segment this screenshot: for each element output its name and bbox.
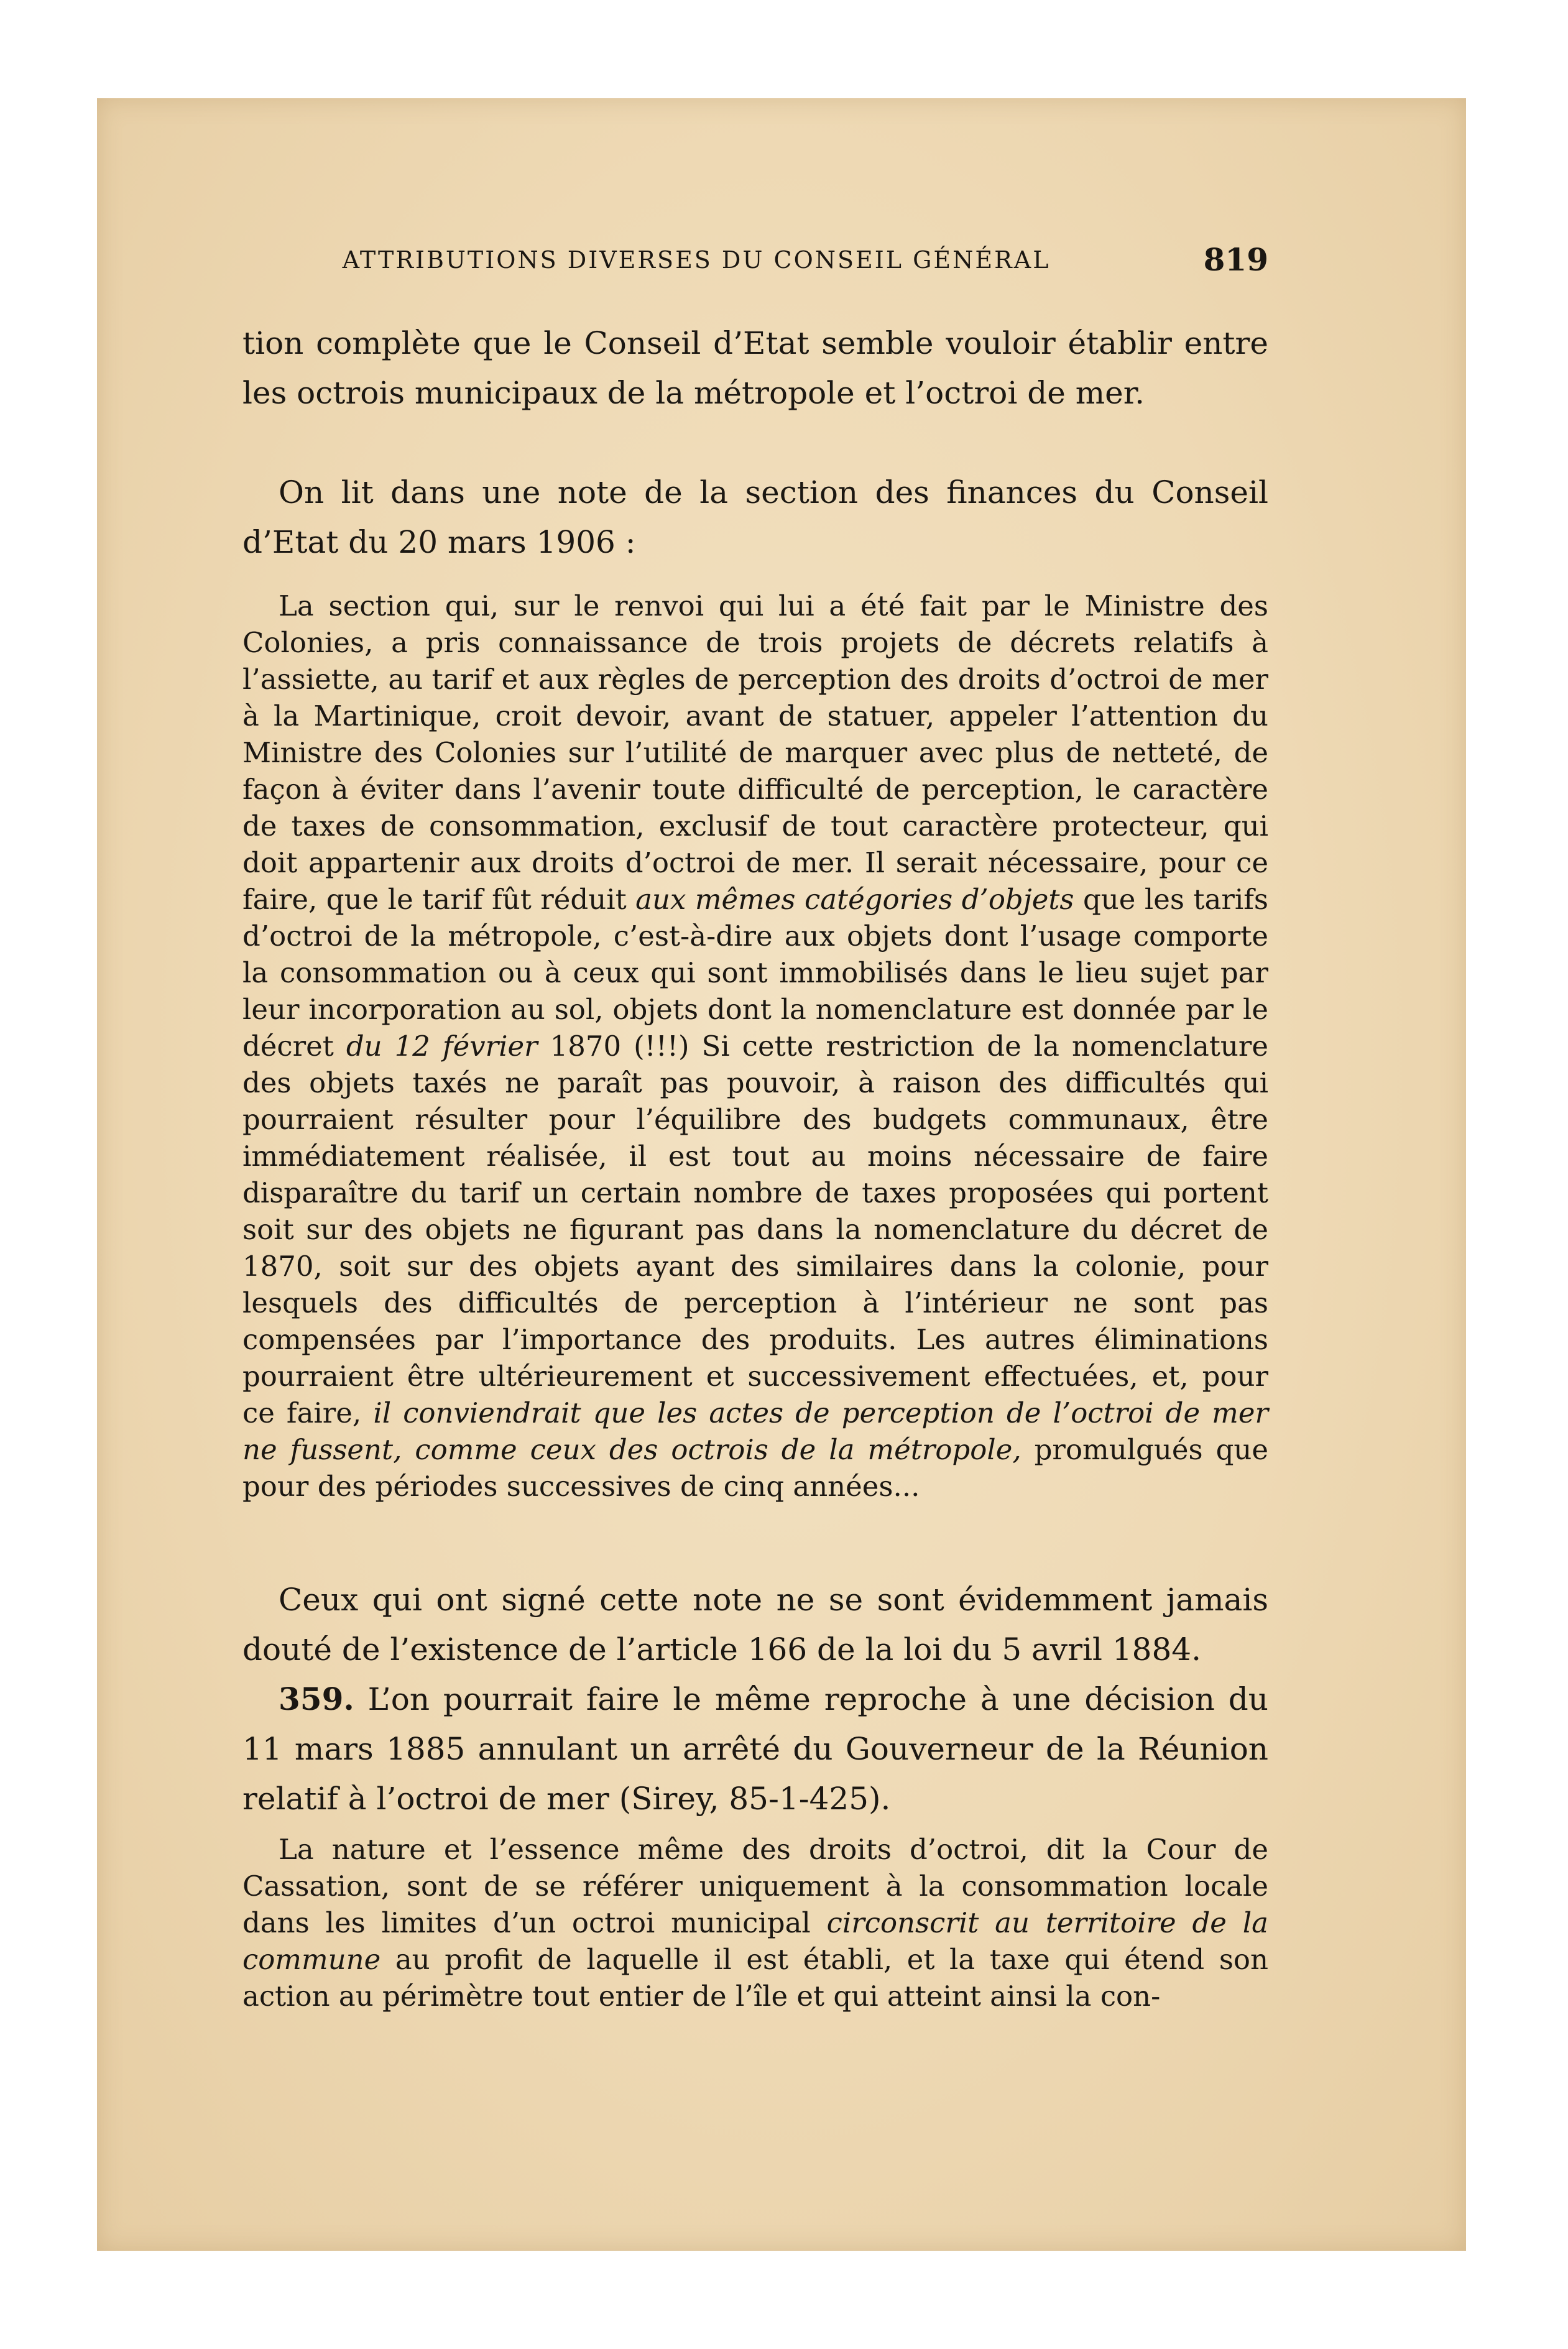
paragraph-text: Ceux qui ont signé cette note ne se sont évidemment jamais douté de l’existence de l’article 166 de la loi du 5 avril 1884. (242, 1582, 1268, 1668)
quote-text-part: La nature et l’essence même des droits d’octroi, dit la Cour de Cassation, sont de se référer uniquement à la consommation locale dans les limites d’un octroi municipal (242, 1833, 1268, 1939)
quotation-section-finances (242, 588, 1268, 1505)
running-head (242, 241, 1268, 279)
paragraph-359 (242, 1674, 1268, 1824)
paragraph-text (242, 1674, 1268, 1824)
paragraph-continuation (242, 318, 1268, 418)
paragraph-text: tion complète que le Conseil d’Etat semble vouloir établir entre les octrois municipaux de la métropole et l’octroi de mer. (242, 325, 1268, 411)
quote-text-part: promulgués que pour des périodes successives de cinq années... (242, 1433, 1268, 1503)
quote-italic-text: du 12 février (346, 1030, 538, 1063)
quote-text-part: que les tarifs d’octroi de la métropole, c’est-à-dire aux objets dont l’usage comporte la consommation ou à ceux qui sont immobilisés dans le lieu sujet par leur incorporation au sol, objets dont la nomenclature est donnée par le décret (242, 883, 1269, 1063)
quote-text-part: au profit de laquelle il est établi, et la taxe qui étend son action au périmètre tout entier de l’île et qui atteint ainsi la con- (242, 1943, 1268, 2013)
quote-text-part: 1870 (!!!) Si cette restriction de la nomenclature des objets taxés ne paraît pas pouvoir, à raison des difficultés qui pourraient résulter pour l’équilibre des budgets communaux, être immédiatement réalisée, il est tout au moins nécessaire de faire disparaître du tarif un certain nombre de taxes proposées qui portent soit sur des objets ne figurant pas dans la nomenclature du décret de 1870, soit sur des objets ayant des similaires dans la colonie, pour lesquels des difficultés de perception à l’intérieur ne sont pas compensées par l’importance des produits. Les autres éliminations pourraient être ultérieurement et successivement effectuées, et, pour ce faire, (242, 1030, 1268, 1429)
quotation-cour-de-cassation (242, 1831, 1268, 2014)
quote-text-part: La section qui, sur le renvoi qui lui a été fait par le Ministre des Colonies, a pris connaissance de trois projets de décrets relatifs à l’assiette, au tarif et aux règles de perception des droits d’octroi de mer à la Martinique, croit devoir, avant de statuer, appeler l’attention du Ministre des Colonies sur l’utilité de marquer avec plus de netteté, de façon à éviter dans l’avenir toute difficulté de perception, le caractère de taxes de consommation, exclusif de tout caractère protecteur, qui doit appartenir aux droits d’octroi de mer. Il serait nécessaire, pour ce faire, que le tarif fût réduit (242, 589, 1268, 916)
quote-italic-text: il conviendrait que les actes de perception de l’octroi de mer ne fussent, comme ceux des octrois de la métropole, (242, 1396, 1268, 1466)
paragraph-text: On lit dans une note de la section des finances du Conseil d’Etat du 20 mars 1906 : (242, 474, 1268, 560)
page-number: 819 (1203, 241, 1268, 278)
paragraph-body: L’on pourrait faire le même reproche à une décision du 11 mars 1885 annulant un arrêté du Gouverneur de la Réunion relatif à l’octroi de mer (Sirey, 85-1-425). (242, 1681, 1268, 1817)
quote-italic-text: circonscrit au territoire de la commune (242, 1906, 1268, 1976)
quote-italic-text: aux mêmes catégories d’objets (635, 883, 1074, 916)
running-title: ATTRIBUTIONS DIVERSES DU CONSEIL GÉNÉRAL (342, 246, 1051, 274)
quotation-text (242, 588, 1268, 1505)
paragraph-ceux (242, 1575, 1268, 1674)
paragraph-number: 359. (279, 1681, 354, 1717)
paragraph-on-lit (242, 468, 1268, 567)
quotation-text (242, 1831, 1268, 2014)
